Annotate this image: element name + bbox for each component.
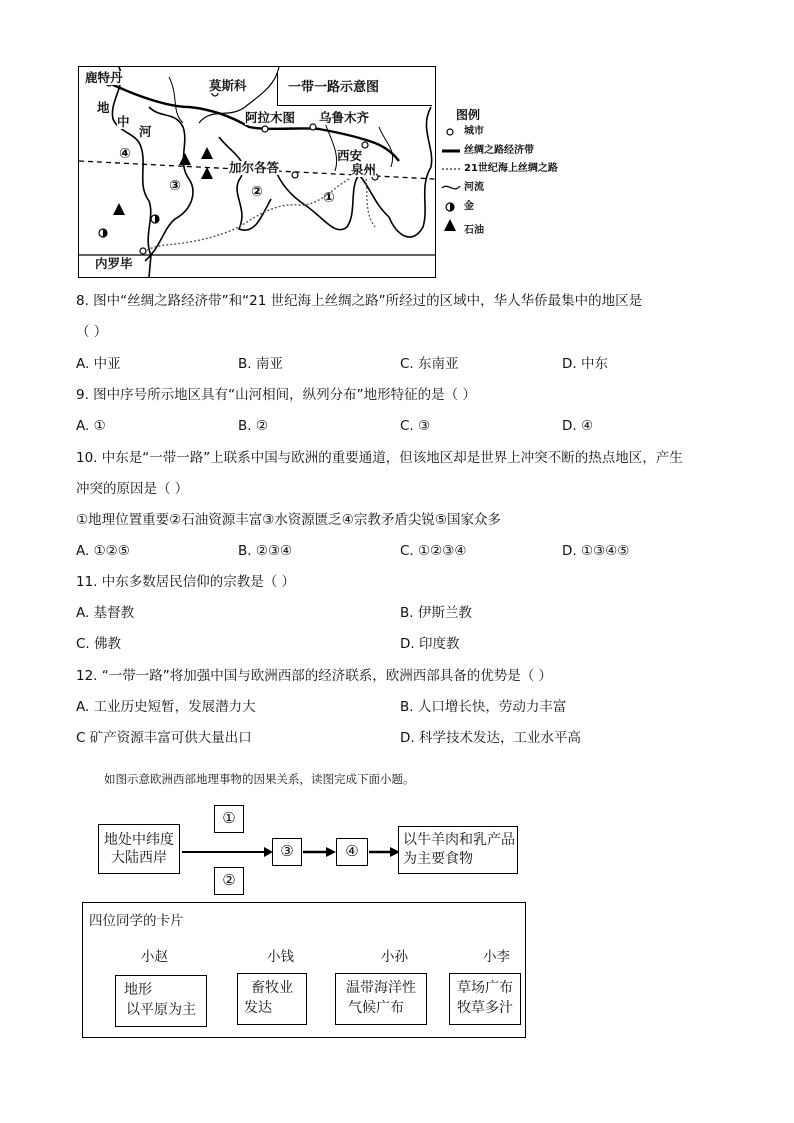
legend-city: 城市 [464, 126, 484, 137]
region-4-label: ④ [119, 146, 131, 162]
q10-option-c[interactable]: C. ①②③④ [400, 543, 467, 559]
q8-option-a[interactable]: A. 中亚 [76, 356, 121, 372]
cards-title: 四位同学的卡片 [89, 913, 184, 929]
q8-stem-2: （ ） [76, 324, 108, 340]
cause-box-start [98, 824, 180, 874]
diagram-intro: 如图示意欧洲西部地理事物的因果关系，读图完成下面小题。 [104, 772, 415, 786]
legend-river: 河流 [464, 182, 484, 193]
place-mediterranean-2: 中 [117, 114, 130, 129]
q10-option-b[interactable]: B. ②③④ [238, 543, 293, 559]
q8-option-c[interactable]: C. 东南亚 [400, 356, 459, 372]
legend-symbols [440, 124, 464, 236]
place-almaty: 阿拉木图 [245, 110, 296, 125]
place-mediterranean-1: 地 [97, 100, 110, 115]
card-li [449, 973, 521, 1025]
student-name-qian: 小钱 [267, 949, 294, 965]
flow-arrows [180, 836, 402, 872]
q9-option-a[interactable]: A. ① [76, 418, 106, 434]
legend-river-symbol [442, 186, 460, 189]
arabia-coast [219, 137, 271, 230]
q8-stem-1: 8. 图中“丝绸之路经济带”和“21 世纪海上丝绸之路”所经过的区域中，华人华侨最集中的地区是 [76, 293, 643, 309]
place-moscow: 莫斯科 [209, 78, 247, 93]
q12-option-c[interactable]: C 矿产资源丰富可供大量出口 [76, 730, 252, 746]
card-sun [335, 973, 427, 1025]
card-sun-line2: 气候广布 [348, 1000, 404, 1016]
student-name-zhao: 小赵 [141, 949, 168, 965]
box-1: ① [214, 805, 244, 833]
box-3: ③ [272, 838, 302, 866]
q12-option-a[interactable]: A. 工业历史短暂，发展潜力大 [76, 699, 256, 715]
q12-stem: 12. “一带一路”将加强中国与欧洲西部的经济联系，欧洲西部具备的优势是（ ） [76, 668, 553, 684]
arrow-head-1 [264, 847, 273, 857]
card-qian-line2: 发达 [244, 1000, 272, 1016]
cause-box-start-line2: 大陆西岸 [111, 850, 167, 866]
place-rotterdam: 鹿特丹 [85, 70, 123, 85]
place-nairobi: 内罗毕 [95, 256, 133, 271]
legend-maritime: 21世纪海上丝绸之路 [464, 163, 558, 174]
river-2 [323, 117, 337, 171]
place-quanzhou: 泉州 [351, 162, 377, 177]
card-zhao-line1: 地形 [124, 982, 152, 998]
q10-option-a[interactable]: A. ①②⑤ [76, 543, 130, 559]
box-2: ② [214, 867, 244, 895]
q11-option-d[interactable]: D. 印度教 [400, 636, 460, 652]
q9-option-c[interactable]: C. ③ [400, 418, 431, 434]
oil-marker [179, 153, 191, 165]
q10-option-d[interactable]: D. ①③④⑤ [562, 543, 630, 559]
arrow-head-2 [326, 847, 336, 857]
place-xian: 西安 [337, 148, 363, 163]
belt-road-map [78, 66, 436, 278]
city-marker [362, 142, 368, 148]
region-2-label: ② [251, 184, 263, 200]
cause-box-end [398, 826, 518, 874]
q10-stem-2: 冲突的原因是（ ） [76, 481, 189, 497]
card-li-line2: 牧草多汁 [457, 1000, 513, 1016]
q9-stem: 9. 图中序号所示地区具有“山河相间，纵列分布”地形特征的是（ ） [76, 387, 476, 403]
legend-oil: 石油 [464, 225, 484, 236]
place-mediterranean-3: 河 [139, 124, 152, 139]
q9-option-b[interactable]: B. ② [238, 418, 268, 434]
student-name-sun: 小孙 [381, 949, 408, 965]
map-legend [440, 106, 600, 246]
legend-city-symbol [447, 129, 453, 135]
cause-box-start-line1: 地处中纬度 [104, 832, 174, 848]
card-sun-line1: 温带海洋性 [346, 980, 416, 996]
city-marker [140, 248, 146, 254]
legend-oil-symbol [444, 219, 456, 231]
city-marker [292, 172, 298, 178]
cause-box-end-line2: 为主要食物 [403, 851, 473, 867]
q12-option-b[interactable]: B. 人口增长快，劳动力丰富 [400, 699, 567, 715]
q12-option-d[interactable]: D. 科学技术发达，工业水平高 [400, 730, 581, 746]
oil-marker [201, 147, 213, 159]
cause-box-end-line1: 以牛羊肉和乳产品 [403, 832, 515, 848]
city-marker [262, 126, 268, 132]
map-title-box [277, 71, 432, 106]
oil-marker [113, 203, 125, 215]
city-marker [310, 124, 316, 130]
card-zhao [115, 975, 207, 1027]
card-li-line1: 草场广布 [457, 980, 513, 996]
legend-gold: 金 [464, 201, 474, 212]
india-coast [275, 169, 359, 230]
legend-title: 图例 [456, 108, 481, 122]
place-kolkata: 加尔各答 [229, 160, 280, 175]
q11-option-a[interactable]: A. 基督教 [76, 605, 135, 621]
region-3-label: ③ [169, 178, 181, 194]
region-1-label: ① [323, 190, 335, 206]
q10-stem-3: ①地理位置重要②石油资源丰富③水资源匮乏④宗教矛盾尖锐⑤国家众多 [76, 512, 502, 528]
q9-option-d[interactable]: D. ④ [562, 418, 594, 434]
student-cards-panel [82, 902, 526, 1038]
card-qian-line1: 畜牧业 [251, 980, 293, 996]
q8-option-b[interactable]: B. 南亚 [238, 356, 283, 372]
q11-option-b[interactable]: B. 伊斯兰教 [400, 605, 472, 621]
oil-marker [201, 167, 213, 179]
card-qian [237, 973, 307, 1025]
card-zhao-line2: 以平原为主 [126, 1002, 196, 1018]
q11-stem: 11. 中东多数居民信仰的宗教是（ ） [76, 574, 296, 590]
q8-option-d[interactable]: D. 中东 [562, 356, 608, 372]
q11-option-c[interactable]: C. 佛教 [76, 636, 122, 652]
box-4: ④ [336, 838, 368, 866]
legend-belt: 丝绸之路经济带 [464, 145, 534, 156]
place-urumqi: 乌鲁木齐 [319, 110, 370, 125]
map-title: 一带一路示意图 [288, 80, 380, 95]
student-name-li: 小李 [483, 949, 510, 965]
q10-stem-1: 10. 中东是“一带一路”上联系中国与欧洲的重要通道，但该地区却是世界上冲突不断的热点地区，产生 [76, 450, 683, 466]
